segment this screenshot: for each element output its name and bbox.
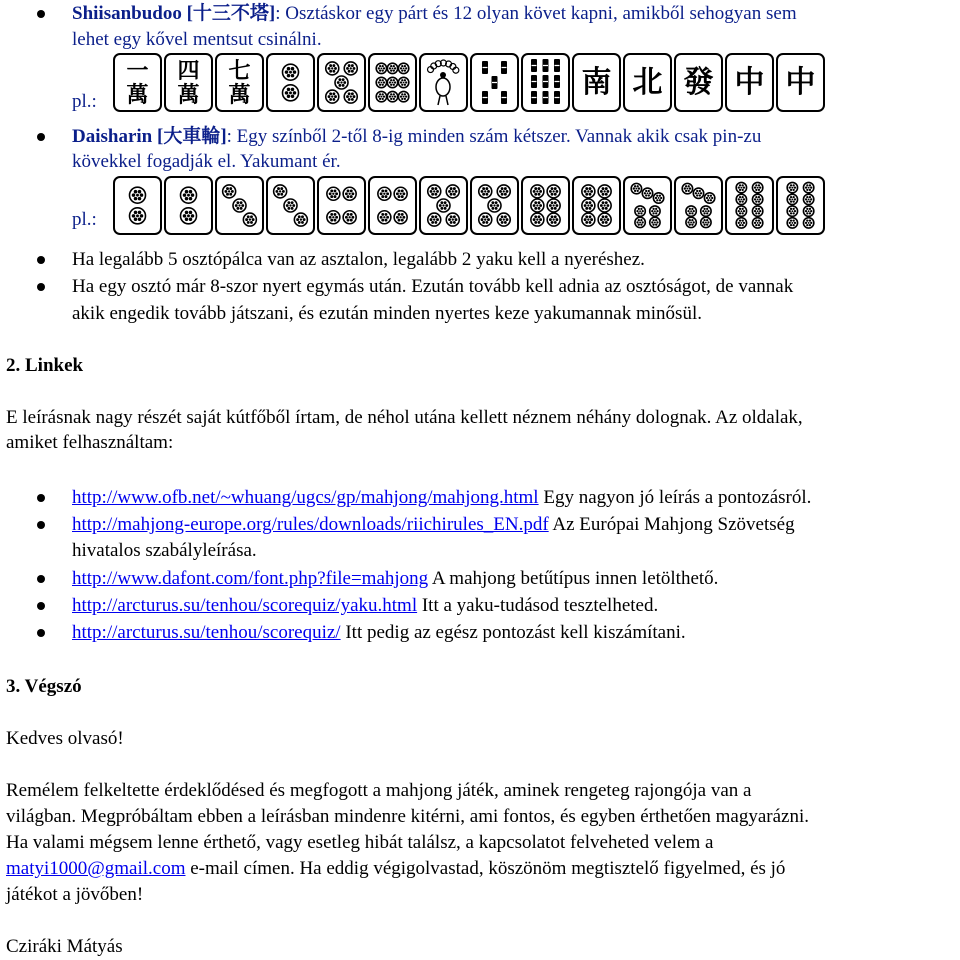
link-item-5 (72, 621, 686, 645)
mahjong-tile: 中 (776, 53, 825, 112)
link-desc: Itt pedig az egész pontozást kell kiszámítani. (340, 622, 686, 643)
daisharin-term: Daisharin [大車輪] (72, 126, 227, 147)
link-ofb[interactable]: http://www.ofb.net/~whuang/ugcs/gp/mahjong/mahjong.html (72, 487, 539, 508)
mahjong-tile: 北 (623, 53, 672, 112)
daisharin-example-label: pl.: (72, 209, 97, 230)
mahjong-tile-pin (368, 176, 417, 235)
shiisanbudoo-line-1 (72, 2, 797, 26)
mahjong-tile-pin (266, 176, 315, 235)
daisharin-tile-row (113, 176, 825, 235)
daisharin-desc: : Egy színből 2-től 8-ig minden szám kétszer. Vannak akik csak pin-zu (226, 126, 762, 147)
bullet-dot (37, 575, 45, 583)
mahjong-tile-pin (521, 176, 570, 235)
end-para-5: játékot a jövőben! (6, 884, 144, 905)
rule-line-2: Ha egy osztó már 8-szor nyert egymás után. Ezután tovább kell adnia az osztóságot, de vannak (72, 276, 794, 297)
link-arcturus-scorequiz[interactable]: http://arcturus.su/tenhou/scorequiz/ (72, 622, 341, 643)
link-arcturus-yaku[interactable]: http://arcturus.su/tenhou/scorequiz/yaku.html (72, 595, 418, 616)
mahjong-tile: 南 (572, 53, 621, 112)
link-desc: Az Európai Mahjong Szövetség (548, 514, 795, 535)
bullet-dot (37, 283, 45, 291)
end-para-4 (6, 857, 785, 881)
mahjong-tile-pin (164, 176, 213, 235)
mahjong-tile-pin (623, 176, 672, 235)
section-heading-end: 3. Végszó (6, 676, 82, 697)
mahjong-tile (521, 53, 570, 112)
link-item-3 (72, 567, 718, 591)
end-para-4-text: e-mail címen. Ha eddig végigolvastad, köszönöm megtisztelő figyelmed, és jó (185, 858, 786, 879)
rule-line-3: akik engedik tovább játszani, és ezután minden nyertes keze yakumannak minősül. (72, 303, 702, 324)
link-desc: Itt a yaku-tudásod tesztelheted. (417, 595, 659, 616)
mahjong-tile (419, 53, 468, 112)
mahjong-tile-pin (317, 176, 366, 235)
daisharin-line-1 (72, 125, 761, 149)
links-intro-1: E leírásnak nagy részét saját kútfőből írtam, de néhol utána kellett néznem néhány dolognak. Az oldalak, (6, 407, 803, 428)
bullet-dot (37, 602, 45, 610)
shiisanbudoo-term: Shiisanbudoo [十三不塔] (72, 3, 276, 24)
end-para-3: Ha valami mégsem lenne érthető, vagy esetleg hibát találsz, a kapcsolatot felveheted velem a (6, 832, 714, 853)
bullet-dot (37, 10, 45, 18)
mahjong-tile (368, 53, 417, 112)
link-desc: A mahjong betűtípus innen letölthető. (428, 568, 719, 589)
end-para-2: világban. Megpróbáltam ebben a leírásban mindenre kitérni, ami fontos, és egyben érthetően magyarázni. (6, 806, 809, 827)
bullet-dot (37, 629, 45, 637)
mahjong-tile (470, 53, 519, 112)
section-heading-links: 2. Linkek (6, 355, 84, 376)
link-item-2 (72, 513, 795, 537)
link-mahjong-europe[interactable]: http://mahjong-europe.org/rules/downloads/riichirules_EN.pdf (72, 514, 549, 535)
link-item-4 (72, 594, 658, 618)
mahjong-tile-pin (776, 176, 825, 235)
links-intro-2: amiket felhasználtam: (6, 432, 174, 453)
mahjong-tile: 一 萬 (113, 53, 162, 112)
signature: Cziráki Mátyás (6, 936, 123, 957)
bullet-dot (37, 494, 45, 502)
shiisanbudoo-desc: : Osztáskor egy párt és 12 olyan követ kapni, amikből sehogyan sem (275, 3, 797, 24)
mahjong-tile: 七 萬 (215, 53, 264, 112)
mahjong-tile: 中 (725, 53, 774, 112)
shiisanbudoo-line-2: lehet egy kővel mentsut csinálni. (72, 29, 322, 50)
email-link[interactable]: matyi1000@gmail.com (6, 858, 186, 879)
shiisanbudoo-tile-row (113, 53, 825, 112)
mahjong-tile: 發 (674, 53, 723, 112)
mahjong-tile-pin (113, 176, 162, 235)
mahjong-tile: 四 萬 (164, 53, 213, 112)
link-item-1 (72, 486, 811, 510)
daisharin-line-2: kövekkel fogadják el. Yakumant ér. (72, 151, 341, 172)
end-para-1: Remélem felkeltette érdeklődésed és megfogott a mahjong játék, aminek rengeteg rajongója van a (6, 780, 752, 801)
mahjong-tile-pin (725, 176, 774, 235)
link-desc: Egy nagyon jó leírás a pontozásról. (538, 487, 812, 508)
bullet-dot (37, 133, 45, 141)
greeting: Kedves olvasó! (6, 728, 124, 749)
mahjong-tile (266, 53, 315, 112)
rule-line-1: Ha legalább 5 osztópálca van az asztalon, legalább 2 yaku kell a nyeréshez. (72, 249, 645, 270)
mahjong-tile-pin (572, 176, 621, 235)
bullet-dot (37, 521, 45, 529)
mahjong-tile (317, 53, 366, 112)
link-item-2-cont: hivatalos szabályleírása. (72, 540, 257, 561)
shiisanbudoo-example-label: pl.: (72, 91, 97, 112)
bullet-dot (37, 256, 45, 264)
mahjong-tile-pin (215, 176, 264, 235)
mahjong-tile-pin (419, 176, 468, 235)
link-dafont[interactable]: http://www.dafont.com/font.php?file=mahjong (72, 568, 429, 589)
mahjong-tile-pin (470, 176, 519, 235)
mahjong-tile-pin (674, 176, 723, 235)
